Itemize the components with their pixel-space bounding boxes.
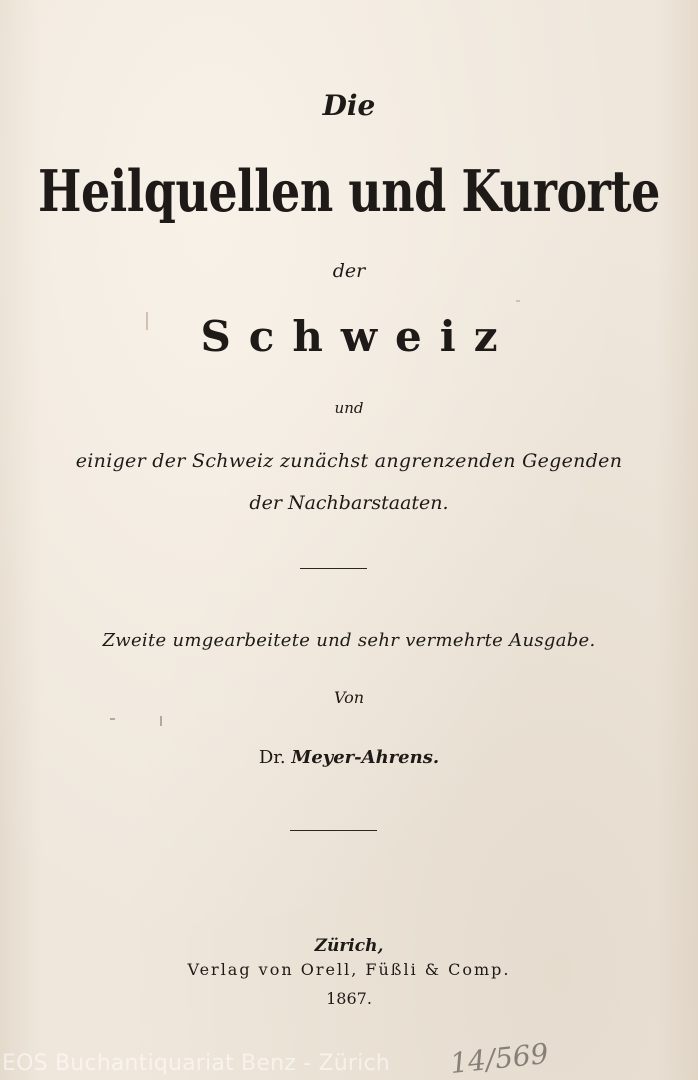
country-title: Schweiz: [200, 312, 516, 361]
handwritten-note: 14/569: [448, 1036, 550, 1080]
watermark: EOS Buchantiquariat Benz - Zürich: [2, 1051, 390, 1076]
paper-mark: [146, 312, 148, 330]
paper-speck: [110, 718, 115, 720]
paper-speck: [160, 716, 162, 726]
subtitle-line-1: einiger der Schweiz zunächst angrenzenden Gegenden: [75, 450, 623, 472]
connector-und: und: [334, 399, 364, 417]
title-article: Die: [322, 89, 376, 122]
by-label: Von: [333, 688, 365, 707]
publication-city: Zürich,: [314, 936, 384, 956]
divider-rule-top: [300, 568, 367, 569]
author-line: [0, 749, 698, 767]
edition-statement: Zweite umgearbeitete und sehr vermehrte Ausgabe.: [102, 630, 596, 651]
divider-rule-bottom: [290, 830, 377, 831]
subtitle-line-2: der Nachbarstaaten.: [249, 492, 449, 514]
main-title: Heilquellen und Kurorte: [38, 157, 660, 225]
connector-der: der: [332, 260, 366, 282]
author-name: Meyer-Ahrens.: [291, 747, 440, 768]
author-prefix: Dr.: [258, 747, 286, 768]
paper-speck: [516, 300, 520, 302]
publisher: Verlag von Orell, Füßli & Comp.: [187, 960, 511, 979]
publication-year: 1867.: [326, 989, 372, 1008]
